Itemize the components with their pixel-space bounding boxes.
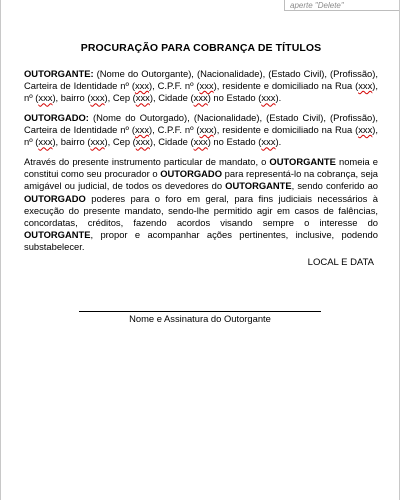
outorgado-text: ), nº ( (24, 124, 378, 148)
outorgante-label: OUTORGANTE: (24, 68, 94, 79)
outorgante-text: ). (275, 92, 282, 104)
outorgante-term: OUTORGANTE (269, 156, 336, 167)
outorgado-label: OUTORGADO: (24, 112, 89, 123)
placeholder-cpf: xxx (199, 124, 214, 136)
outorgante-paragraph (24, 68, 378, 105)
mandate-text: , sendo conferido ao (291, 180, 378, 192)
mandate-text: poderes para o foro em geral, para fins judiciais necessários à execução do presente mandato, sendo-lhe permitido agir em casos de falências, concordatas, créditos, fazendo acordos visando sempre o interesse do (24, 192, 378, 229)
placeholder-estado: xxx (261, 136, 276, 148)
mandate-text: para representá-lo na cobrança, seja amigável ou judicial, de todos os devedores do (24, 168, 378, 192)
document-title: PROCURAÇÃO PARA COBRANÇA DE TÍTULOS (80, 42, 322, 54)
outorgante-text: ), residente e domiciliado na Rua ( (213, 80, 359, 92)
placeholder-cpf: xxx (199, 80, 214, 92)
outorgado-text: ), bairro ( (52, 136, 91, 148)
outorgante-text: ), Cidade ( (149, 92, 194, 104)
outorgado-text: (Nome do Outorgado), (Nacionalidade), (Estado Civil), (Profissão), Carteira de Identidade nº ( (24, 112, 378, 136)
outorgante-text: ) no Estado ( (207, 92, 262, 104)
outorgado-paragraph (24, 112, 378, 149)
placeholder-numero: xxx (38, 136, 53, 148)
outorgante-text: ), bairro ( (52, 92, 91, 104)
placeholder-cidade: xxx (193, 136, 208, 148)
local-date-label: LOCAL E DATA (307, 257, 374, 268)
placeholder-rg: xxx (134, 124, 150, 136)
signature-line (79, 311, 321, 312)
placeholder-rg: xxx (134, 80, 150, 92)
delete-hint-text: aperte "Delete" (290, 1, 344, 10)
placeholder-cidade: xxx (193, 92, 208, 104)
placeholder-bairro: xxx (90, 92, 105, 104)
outorgado-term: OUTORGADO (24, 192, 86, 204)
outorgado-text: ), Cep ( (104, 136, 136, 148)
placeholder-cep: xxx (135, 92, 150, 104)
mandate-text: , propor e acompanhar ações pertinentes, inclusive, podendo substabelecer. (24, 229, 378, 253)
placeholder-numero: xxx (38, 92, 53, 104)
outorgado-text: ). (275, 136, 282, 148)
outorgante-text: ), nº ( (24, 80, 378, 104)
outorgado-text: ), C.P.F. nº ( (149, 124, 200, 136)
outorgante-term: OUTORGANTE (24, 229, 91, 241)
outorgante-text: ), C.P.F. nº ( (149, 80, 200, 92)
outorgante-text: ), Cep ( (104, 92, 136, 104)
mandate-paragraph (24, 156, 378, 254)
placeholder-rua: xxx (358, 124, 373, 136)
outorgado-text: ), residente e domiciliado na Rua ( (213, 124, 359, 136)
outorgado-text: ) no Estado ( (207, 136, 262, 148)
outorgado-text: ), Cidade ( (149, 136, 194, 148)
placeholder-rua: xxx (358, 80, 373, 92)
outorgante-text: (Nome do Outorgante), (Nacionalidade), (Estado Civil), (Profissão), Carteira de Identidade nº ( (24, 68, 378, 92)
delete-hint-box (284, 0, 399, 11)
outorgado-term: OUTORGADO (160, 168, 222, 180)
placeholder-cep: xxx (135, 136, 150, 148)
placeholder-bairro: xxx (90, 136, 105, 148)
mandate-text: nomeia e constitui como seu procurador o (24, 156, 378, 180)
signature-label: Nome e Assinatura do Outorgante (129, 313, 271, 324)
placeholder-estado: xxx (261, 92, 276, 104)
outorgante-term: OUTORGANTE (225, 180, 292, 192)
mandate-text: Através do presente instrumento particular de mandato, o (24, 156, 270, 167)
